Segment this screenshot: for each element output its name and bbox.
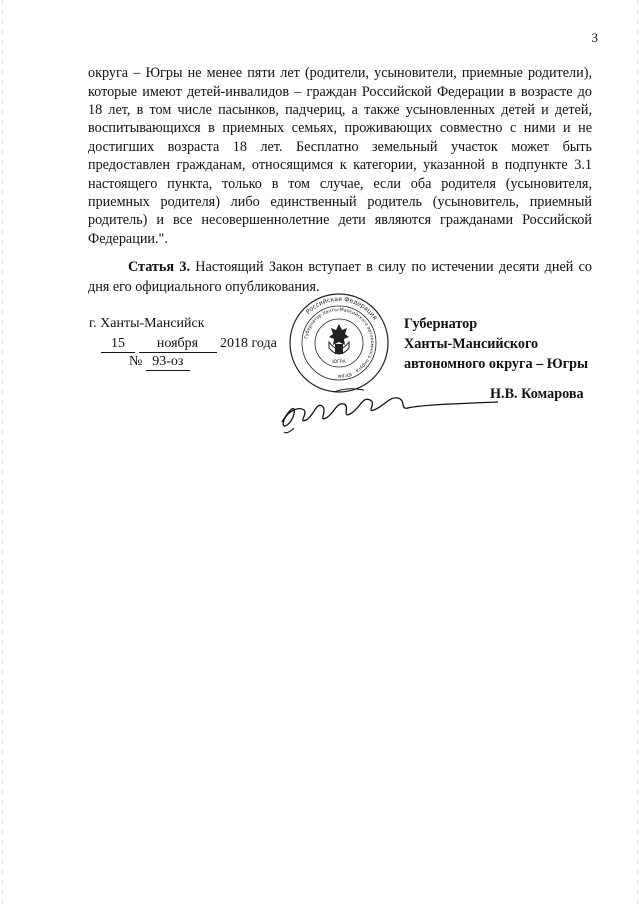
article-heading: Статья 3. [128, 259, 190, 276]
signatory-title-line1: Губернатор [404, 316, 478, 332]
law-number [129, 354, 190, 371]
signing-date [101, 336, 277, 353]
signatory-title-line2: Ханты-Мансийского [404, 336, 539, 352]
date-day: 15 [101, 336, 135, 353]
page-number: 3 [591, 30, 598, 45]
place-of-signing: г. Ханты-Мансийск [89, 316, 205, 331]
scan-edge-right [637, 0, 638, 905]
scan-edge-left [2, 0, 3, 905]
number-value: 93-оз [146, 354, 190, 371]
signatory-title-line3: автономного округа – Югры [404, 356, 589, 372]
coat-of-arms-icon [329, 324, 349, 354]
seal-center-label: ЮГРА [332, 360, 346, 365]
signatory-title [404, 314, 588, 374]
handwritten-signature [274, 370, 514, 436]
seal-outer-text: Российская Федерация [304, 295, 379, 322]
body-paragraph: округа – Югры не менее пяти лет (родители, усыновители, приемные родители), которые имеют детей-инвалидов – граждан Российской Федерации в возрасте до 18 лет, в том числе пасынков, падчериц, а также усыновленных детей и детей, воспитывающихся в приемных семьях, проживающих совместно с ними и не достигших возраста 18 лет. Бесплатно земельный участок может быть предоставлен гражданам, относящимся к категории, указанной в подпункте 3.1 настоящего пункта, только в том случае, если оба родителя (усыновителя, приемных родителя) либо единственный родитель (усыновитель, приемный родитель) и все несовершеннолетние дети являются гражданами Российской Федерации.". [88, 65, 592, 247]
number-sign: № [129, 354, 143, 369]
article-text: Настоящий Закон вступает в силу по истечении десяти дней со дня его официального опубликования. [88, 259, 593, 296]
date-month: ноября [139, 336, 217, 353]
seal-inner-text: Губернатор Ханты-Мансийского автономного округа - Югры [304, 307, 375, 379]
date-year: 2018 года [220, 336, 277, 351]
signatory-name: Н.В. Комарова [490, 386, 584, 402]
